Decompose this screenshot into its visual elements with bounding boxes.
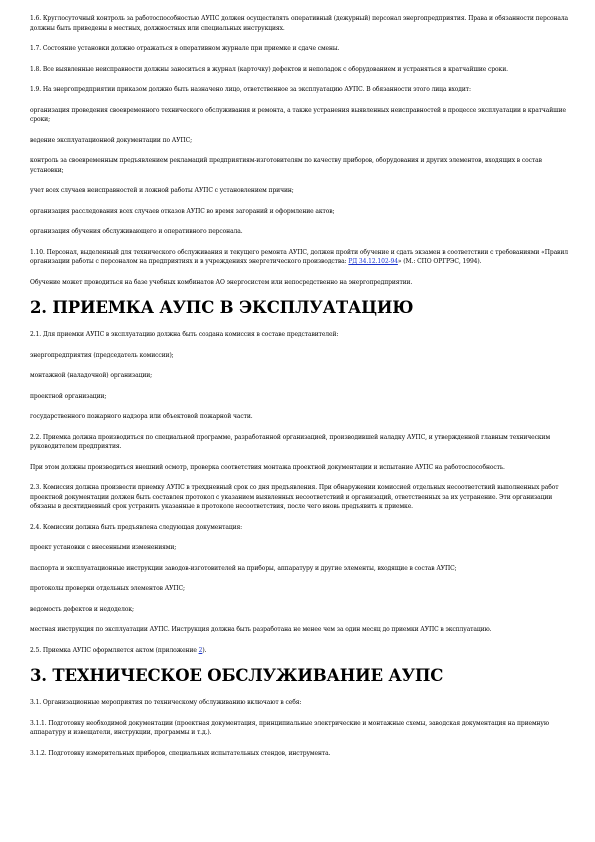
documentation-item: паспорта и эксплуатационные инструкции заводов-изготовителей на приборы, аппаратуру и другие элементы, входящие в состав АУПС; (30, 564, 457, 572)
paragraph-2-1: 2.1. Для приемки АУПС в эксплуатацию должна быть создана комиссия в составе представителей: (30, 331, 339, 338)
commission-item: монтажной (наладочной) организации; (30, 372, 153, 379)
duty-item: организация расследования всех случаев отказов АУПС во время загораний и оформление актов; (30, 207, 335, 215)
paragraph-1-9: 1.9. На энергопредприятии приказом должно быть назначено лицо, ответственное за эксплуатацию АУПС. В обязанности этого лица входит: (30, 86, 471, 93)
paragraph-2-5-text-end: ). (202, 646, 207, 654)
section-2-heading: 2. ПРИЕМКА АУПС В ЭКСПЛУАТАЦИЮ (30, 298, 414, 317)
commission-item: проектной организации; (30, 392, 107, 400)
commission-item: энергопредприятия (председатель комиссии); (30, 351, 174, 359)
paragraph-2-2: 2.2. Приемка должна производиться по специальной программе, разработанной организацией, производившей наладку АУПС, и утвержденной главным техническим руководителем предприятия. (30, 433, 551, 450)
duty-item: организация проведения своевременного технического обслуживания и ремонта, а также устранения выявленных неисправностей в процессе эксплуатации в кратчайшие сроки; (30, 106, 566, 123)
paragraph-2-5 (30, 646, 570, 656)
documentation-item: ведомость дефектов и недоделок; (30, 605, 134, 613)
documentation-item: проект установки с внесенными изменениями; (30, 544, 177, 551)
appendix-2-link[interactable]: 2 (198, 646, 203, 654)
duty-item: организация обучения обслуживающего и оперативного персонала. (30, 228, 243, 235)
document-body (30, 14, 570, 769)
paragraph-training: Обучение может проводиться на базе учебных комбинатов АО энергосистем или непосредственно на энергопредприятии. (30, 278, 413, 286)
documentation-item: протоколы проверки отдельных элементов АУПС; (30, 585, 185, 592)
commission-item: государственного пожарного надзора или объектовой пожарной части. (30, 413, 253, 420)
paragraph-1-7: 1.7. Состояние установки должно отражаться в оперативном журнале при приемке и сдаче смены. (30, 45, 340, 52)
paragraph-1-8: 1.8. Все выявленные неисправности должны заноситься в журнал (карточку) дефектов и неполадок с оборудованием и устраняться в кратчайшие сроки. (30, 65, 508, 73)
rd-34-12-102-94-link[interactable]: РД 34.12.102-94 (348, 258, 398, 265)
paragraph-1-6: 1.6. Круглосуточный контроль за работоспособностью АУПС должен осуществлять оперативный (дежурный) персонал энергопредприятия. Права и обязанности персонала должны быть приведены в местных, должностных или специальных инструкциях. (30, 15, 569, 32)
section-3-heading: 3. ТЕХНИЧЕСКОЕ ОБСЛУЖИВАНИЕ АУПС (30, 666, 444, 685)
paragraph-3-1: 3.1. Организационные мероприятия по техническому обслуживанию включают в себя: (30, 699, 302, 706)
paragraph-2-5-text: 2.5. Приемка АУПС оформляется актом (приложение (30, 646, 199, 654)
duty-item: контроль за своевременным предъявлением рекламаций предприятиям-изготовителям по качеству приборов, оборудования и других элементов, входящих в состав установки; (30, 157, 542, 174)
paragraph-inspection: При этом должны производиться внешний осмотр, проверка соответствия монтажа проектной документации и испытание АУПС на работоспособность. (30, 463, 505, 471)
duty-item: ведение эксплуатационной документации по АУПС; (30, 136, 193, 144)
paragraph-3-1-1: 3.1.1. Подготовку необходимой документации (проектная документация, принципиальные электрические и монтажные схемы, заводская документация на приемную аппаратуру и извещатели, инструкции, программы и т.д.). (30, 719, 549, 736)
paragraph-1-10 (30, 248, 570, 267)
documentation-item: местная инструкция по эксплуатации АУПС. Инструкция должна быть разработана не менее чем за один месяц до приемки АУПС в эксплуатацию. (30, 626, 492, 633)
paragraph-1-10-text-end: » (М.: СПО ОРГРЭС, 1994). (397, 258, 482, 265)
paragraph-3-1-2: 3.1.2. Подготовку измерительных приборов, специальных испытательных стендов, инструмента. (30, 749, 331, 757)
paragraph-1-10-text: 1.10. Персонал, выделенный для технического обслуживания и текущего ремонта АУПС, должен пройти обучение и сдать экзамен в соответствии с требованиями «Правил организации работы с персоналом на предприятиях и в учреждениях энергетического производства: (30, 248, 568, 265)
duty-item: учет всех случаев неисправностей и ложной работы АУПС с установлением причин; (30, 187, 294, 194)
paragraph-2-4: 2.4. Комиссии должна быть предъявлена следующая документация: (30, 523, 243, 531)
paragraph-2-3: 2.3. Комиссия должна произвести приемку АУПС в трехдневный срок со дня предъявления. При обнаружении комиссией отдельных несоответствий выполненных работ проектной документации должен быть составлен протокол с указанием выявленных несоответствий и организаций, ответственных за их устранение. Эти организации обязаны в десятидневный срок устранить указанные в протоколе несоответствия, после чего вновь предъявить к приемке. (30, 484, 559, 510)
